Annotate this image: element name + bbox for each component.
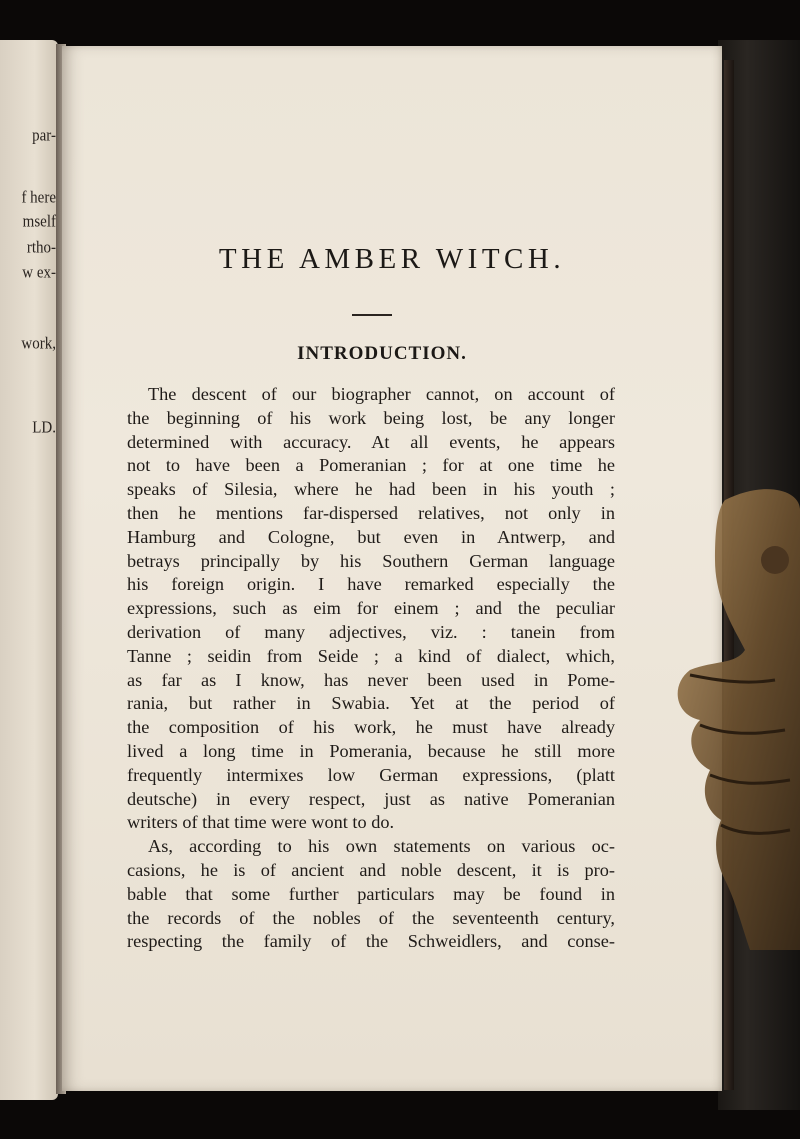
text-line: the records of the nobles of the seventeenth century, (127, 907, 615, 928)
title-rule (352, 314, 392, 316)
text-line: determined with accuracy. At all events, he appears (127, 431, 615, 452)
left-page-fragment: mself (22, 212, 56, 231)
text-line: lived a long time in Pomerania, because he still more (127, 741, 615, 761)
text-line: as far as I know, has never been used in Pome- (127, 669, 615, 690)
text-line: frequently intermixes low German expressions, (platt (127, 764, 615, 785)
text-line: Tanne ; seidin from Seide ; a kind of dialect, which, (127, 645, 615, 666)
text-line: then he mentions far-dispersed relatives, not only in (127, 503, 615, 523)
text-line: betrays principally by his Southern German language (127, 550, 615, 571)
left-page-fragment: rtho- (26, 238, 56, 257)
left-page-fragment: work, (21, 334, 56, 353)
text-line: casions, he is of ancient and noble descent, it is pro- (127, 860, 615, 880)
text-line: derivation of many adjectives, viz. : tanein from (127, 622, 615, 642)
book-title: THE AMBER WITCH. (218, 243, 566, 275)
text-line: speaks of Silesia, where he had been in his youth ; (127, 479, 615, 500)
left-page-fragment: LD. (32, 418, 56, 437)
text-line: respecting the family of the Schweidlers, and conse- (127, 931, 615, 952)
text-line: Hamburg and Cologne, but even in Antwerp, and (127, 526, 615, 547)
text-line: expressions, such as eim for einem ; and the peculiar (127, 598, 615, 619)
left-page (0, 40, 58, 1100)
text-line: rania, but rather in Swabia. Yet at the period of (127, 693, 615, 714)
brass-hand-bookend-icon (655, 480, 800, 950)
left-page-fragment: w ex- (22, 263, 56, 282)
text-line: the composition of his work, he must have already (127, 717, 615, 738)
section-heading: INTRODUCTION. (297, 343, 467, 364)
text-line: As, according to his own statements on various oc- (148, 836, 615, 857)
left-page-fragment: par- (32, 126, 56, 145)
text-line: deutsche) in every respect, just as native Pomeranian (127, 788, 615, 809)
text-line: writers of that time were wont to do. (127, 812, 395, 833)
text-line: the beginning of his work being lost, be any longer (127, 407, 615, 428)
left-page-fragment: f here (21, 188, 56, 207)
text-line: The descent of our biographer cannot, on account of (148, 384, 615, 404)
text-line: not to have been a Pomeranian ; for at one time he (127, 455, 615, 476)
text-line: his foreign origin. I have remarked especially the (127, 574, 615, 595)
text-line: bable that some further particulars may be found in (127, 883, 615, 904)
